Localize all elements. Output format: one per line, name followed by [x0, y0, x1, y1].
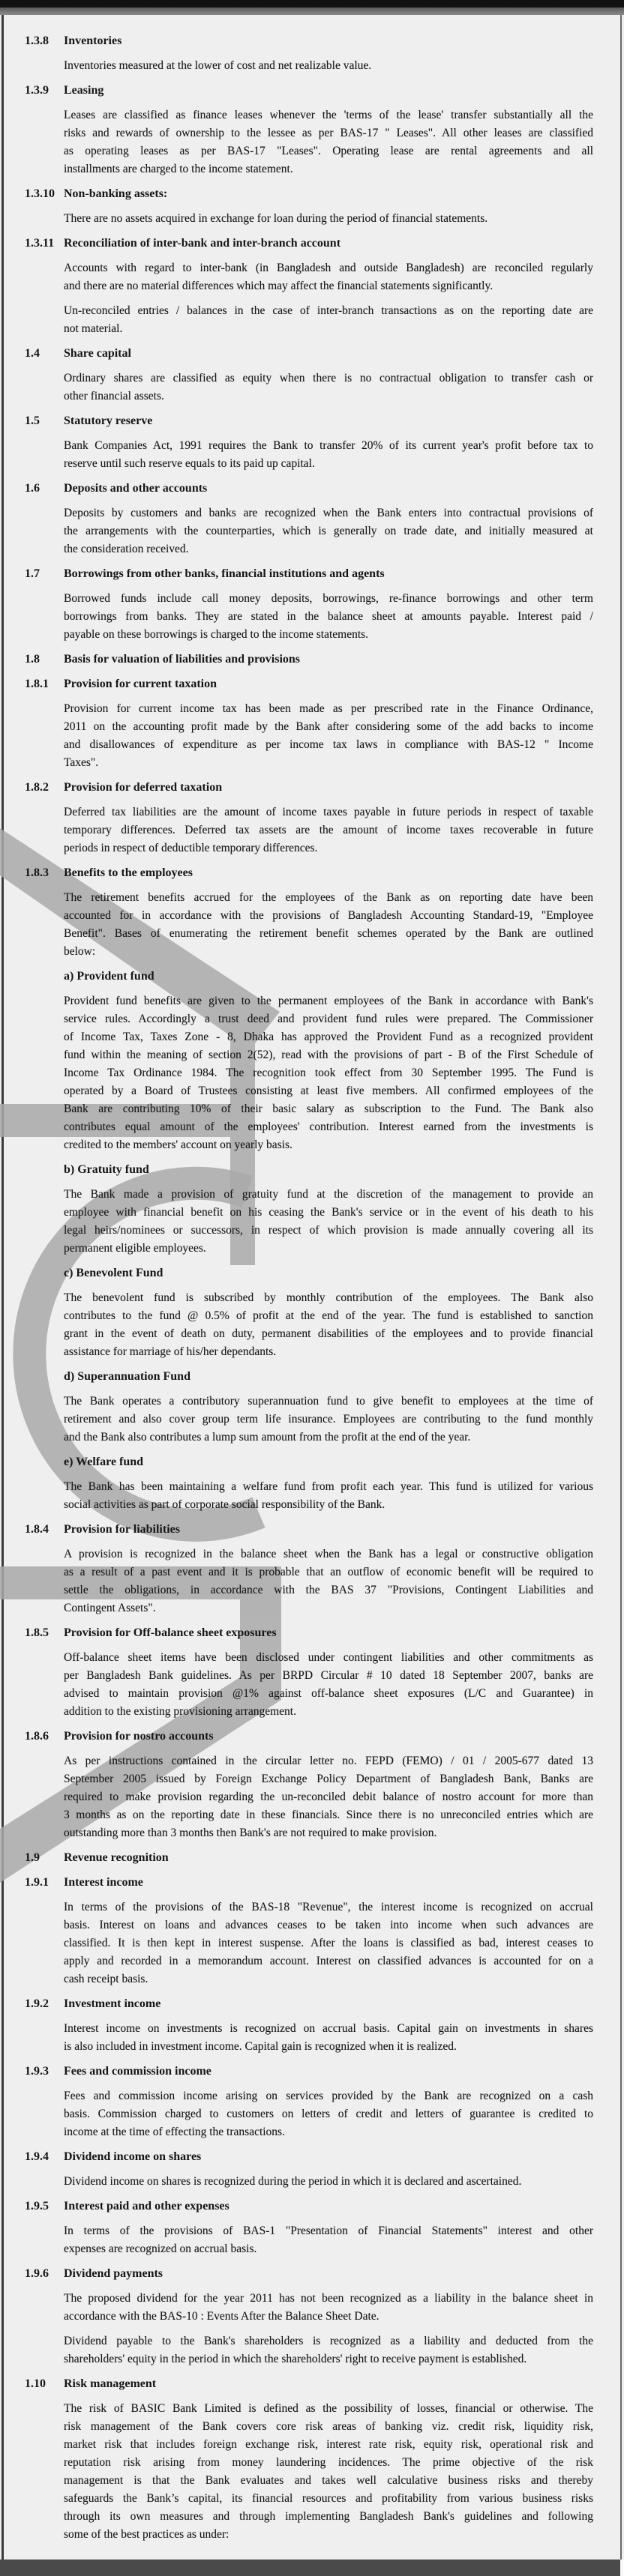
section-heading [0, 82, 624, 100]
paragraph [64, 2173, 593, 2191]
section-heading [0, 1453, 624, 1471]
section-number: 1.9.5 [25, 2200, 49, 2212]
section-number: 1.8.1 [25, 678, 49, 690]
section-heading [0, 185, 624, 203]
section-title: Borrowings from other banks, financial institutions and agents [64, 567, 385, 580]
paragraph-line: There are no assets acquired in exchange for loan during the period of financial statements. [64, 212, 488, 225]
paragraph-line: accordance with the BAS-10 : Events After the Balance Sheet Date. [64, 2310, 380, 2323]
section [0, 82, 624, 100]
paragraph-line: as a result of a past event and it is probable that an outflow of economic benefit will be required to [64, 1566, 593, 1578]
paragraph-line: the consideration received. [64, 543, 189, 555]
section [0, 1453, 624, 1471]
paragraph-line: below: [64, 945, 96, 958]
paragraph-line: 3 months as on the reporting date in these financials. Since there is no unreconciled entries which are [64, 1809, 593, 1821]
section-title: Interest paid and other expenses [64, 2200, 230, 2212]
paragraph-line: not material. [64, 322, 123, 335]
section-heading [0, 779, 624, 797]
section-heading [0, 968, 624, 986]
document-body [0, 32, 624, 2551]
paragraph-line: grant in the event of death on duty, permanent disabilities of the employees and to provide financial [64, 1327, 593, 1340]
paragraph-line: social activities as part of corporate social responsibility of the Bank. [64, 1498, 386, 1511]
section-title: Inventories [64, 34, 122, 47]
paragraph-line: reputation risk arising from money laundering incidences. The prime objective of the risk [64, 2456, 593, 2469]
paragraph-line: Bank Companies Act, 1991 requires the Bank to transfer 20% of its current year's profit before tax to [64, 439, 593, 452]
paragraph-line: As per instructions contained in the circular letter no. FEPD (FEMO) / 01 / 2005-677 dated 13 [64, 1755, 593, 1767]
section-number: 1.3.8 [25, 34, 49, 47]
section-title: Provision for nostro accounts [64, 1730, 214, 1743]
section-title: Fees and commission income [64, 2065, 212, 2078]
section-title: Provision for liabilities [64, 1523, 180, 1536]
paragraph-line: The risk of BASIC Bank Limited is defined as the possibility of losses, financial or otherwise. The [64, 2402, 593, 2415]
section-title: Share capital [64, 347, 131, 360]
section-title: e) Welfare fund [64, 1456, 144, 1468]
section-heading [0, 345, 624, 363]
section [0, 235, 624, 253]
section-heading [0, 2265, 624, 2283]
section [0, 1874, 624, 1892]
paragraph-line: some of the best practices as under: [64, 2528, 230, 2541]
paragraph-line: of Income Tax, Taxes Zone - 8, Dhaka has approved the Provident Fund as a recognized provident [64, 1031, 593, 1043]
paragraph-line: apply and recorded in a memorandum account. Interest on classified advances is accounted for on a [64, 1955, 593, 1967]
paragraph [64, 259, 593, 295]
paragraph-line: Ordinary shares are classified as equity when there is no contractual obligation to transfer cash or [64, 372, 593, 384]
paragraph [64, 1186, 593, 1258]
paragraph-line: In terms of the provisions of the BAS-18 "Revenue", the interest income is recognized on accrual [64, 1901, 593, 1913]
paragraph-line: basis. Interest on loans and advances ceases to be taken into income when such advances are [64, 1919, 593, 1931]
paragraph [64, 889, 593, 961]
section [0, 651, 624, 669]
paragraph-line: as operating leases as per BAS-17 "Leases". Operating lease are rental agreements and all [64, 145, 593, 157]
paragraph-line: risk management of the Bank covers core risk areas of banking viz. credit risk, liquidity risk, [64, 2420, 593, 2433]
paragraph-line: and the Bank also contributes a lump sum amount from the profit at the end of the year. [64, 1431, 471, 1444]
paragraph-line: retirement and also cover group term life insurance. Employees are contributing to the fund monthly [64, 1413, 593, 1426]
section-heading [0, 1368, 624, 1386]
section-heading [0, 675, 624, 693]
section-number: 1.3.9 [25, 84, 49, 97]
paragraph-line: Dividend income on shares is recognized during the period in which it is declared and ascertained. [64, 2175, 522, 2188]
section-title: Interest income [64, 1876, 143, 1889]
section [0, 1521, 624, 1539]
section-heading [0, 1161, 624, 1179]
paragraph [64, 106, 593, 178]
paragraph-line: The Bank has been maintaining a welfare fund from profit each year. This fund is utilized for various [64, 1480, 593, 1493]
section-heading [0, 2148, 624, 2166]
section-number: 1.7 [25, 567, 40, 580]
paragraph-line: Dividend payable to the Bank's shareholders is recognized as a liability and deducted from the [64, 2335, 593, 2347]
section-title: Revenue recognition [64, 1851, 169, 1864]
paragraph-line: basis. Commission charged to customers on letters of credit and letters of guarantee is credited to [64, 2108, 593, 2120]
section-heading [0, 1874, 624, 1892]
paragraph [64, 504, 593, 558]
paragraph-line: expenses are recognized on accrual basis. [64, 2242, 257, 2255]
paragraph-line: classified. It is then kept in interest suspense. After the loans is classified as bad, interest ceases to [64, 1937, 593, 1949]
paragraph-line: The benevolent fund is subscribed by monthly contribution of the employees. The Bank also [64, 1291, 593, 1304]
paragraph-line: assistance for marriage of his/her dependants. [64, 1345, 277, 1358]
section-number: 1.9 [25, 1851, 40, 1864]
paragraph-line: Benefit". Bases of enumerating the retirement benefit schemes operated by the Bank are outlined [64, 927, 593, 940]
paragraph [64, 1478, 593, 1514]
section [0, 2198, 624, 2215]
paragraph-line: The Bank made a provision of gratuity fund at the discretion of the management to provide an [64, 1188, 593, 1201]
paragraph [64, 1649, 593, 1721]
paragraph [64, 369, 593, 405]
paragraph-line: market risk that includes foreign exchange risk, interest rate risk, equity risk, operational risk and [64, 2438, 593, 2451]
section-title: Non-banking assets: [64, 187, 168, 200]
section-number: 1.3.11 [25, 237, 55, 250]
paragraph-line: Accounts with regard to inter-bank (in Bangladesh and outside Bangladesh) are reconciled regularly [64, 262, 593, 274]
section-title: Investment income [64, 1997, 161, 2010]
paragraph-line: risks and rewards of ownership to the lessee as per BAS-17 " Leases". All other leases are classified [64, 127, 593, 139]
paragraph-line: installments are charged to the income statement. [64, 163, 293, 175]
section-title: Benefits to the employees [64, 866, 193, 879]
section-heading [0, 1521, 624, 1539]
paragraph [64, 1289, 593, 1361]
paragraph-line: service rules. Accordingly a trust deed and provident fund rules were prepared. The Commissioner [64, 1013, 593, 1025]
paragraph-line: borrowings from banks. They are stated in the balance sheet at amounts payable. Interest paid / [64, 610, 593, 623]
section [0, 185, 624, 203]
paragraph-line: advised to maintain provision @1% against off-balance sheet exposures (L/C and Guarantee) in [64, 1687, 593, 1700]
section-heading [0, 480, 624, 498]
section [0, 1849, 624, 1867]
section-number: 1.8.3 [25, 866, 49, 879]
section-heading [0, 1264, 624, 1282]
bottom-frame-bar [0, 2560, 620, 2576]
paragraph [64, 1393, 593, 1447]
paragraph-line: reserve until such reserve equals to its paid up capital. [64, 457, 315, 470]
paragraph-line: Borrowed funds include call money deposits, borrowings, re-finance borrowings and other term [64, 592, 593, 605]
section-number: 1.4 [25, 347, 40, 360]
paragraph-line: employee with financial benefit on his ceasing the Bank's service or in the event of his death to his [64, 1206, 593, 1219]
paragraph [64, 1898, 593, 1988]
section [0, 32, 624, 50]
paragraph [64, 2222, 593, 2258]
section-number: 1.3.10 [25, 187, 55, 200]
section-heading [0, 565, 624, 583]
paragraph-line: Income Tax Ordinance 1984. The recognition took effect from 30 September 1995. The Fund is [64, 1067, 593, 1079]
paragraph-line: is also included in investment income. Capital gain is recognized when it is realized. [64, 2040, 457, 2053]
section-heading [0, 1728, 624, 1746]
paragraph-line: through its own measures and through implementing Bangladesh Bank's guidelines and following [64, 2510, 593, 2523]
section-title: Statutory reserve [64, 414, 153, 427]
section-title: Provision for deferred taxation [64, 781, 223, 794]
paragraph [64, 2290, 593, 2326]
section [0, 1624, 624, 1642]
paragraph-line: temporary differences. Deferred tax assets are the amount of income taxes recoverable in future [64, 824, 593, 836]
section [0, 675, 624, 693]
paragraph-line: September 2005 issued by Foreign Exchange Policy Department of Bangladesh Bank, Banks are [64, 1773, 593, 1785]
paragraph-line: The Bank operates a contributory superannuation fund to give benefit to employees at the time of [64, 1395, 593, 1408]
section-number: 1.9.6 [25, 2267, 49, 2280]
paragraph [64, 437, 593, 473]
section [0, 968, 624, 986]
section-title: Dividend income on shares [64, 2150, 202, 2163]
section-heading [0, 1995, 624, 2013]
paragraph-line: Interest income on investments is recognized on accrual basis. Capital gain on investments in shares [64, 2022, 593, 2035]
section-heading [0, 412, 624, 430]
section-title: c) Benevolent Fund [64, 1267, 164, 1279]
paragraph-line: Provision for current income tax has been made as per prescribed rate in the Finance Ordinance, [64, 702, 593, 715]
section-title: a) Provident fund [64, 970, 154, 983]
paragraph [64, 210, 593, 228]
paragraph [64, 590, 593, 644]
paragraph-line: Contingent Assets". [64, 1602, 156, 1614]
section-title: Provision for Off-balance sheet exposures [64, 1626, 277, 1639]
section [0, 565, 624, 583]
section-title: d) Superannuation Fund [64, 1370, 190, 1383]
paragraph-line: Deposits by customers and banks are recognized when the Bank enters into contractual provisions of [64, 507, 593, 519]
paragraph-line: payable on these borrowings is charged to the income statements. [64, 628, 369, 641]
paragraph [64, 1545, 593, 1617]
paragraph-line: periods in respect of deductible temporary differences. [64, 842, 318, 854]
section [0, 779, 624, 797]
paragraph [64, 2400, 593, 2544]
paragraph-line: The retirement benefits accrued for the employees of the Bank as on reporting date have been [64, 891, 593, 904]
section-title: Dividend payments [64, 2267, 164, 2280]
paragraph [64, 57, 593, 75]
paragraph-line: Bank are contributing 10% of their basic salary as subscription to the Fund. The Bank also [64, 1103, 593, 1115]
paragraph-line: management is that the Bank evaluates and takes well calculative business risks and thereby [64, 2474, 593, 2487]
section-heading [0, 864, 624, 882]
paragraph-line: cash receipt basis. [64, 1973, 148, 1985]
paragraph-line: Off-balance sheet items have been disclosed under contingent liabilities and other commitments as [64, 1651, 593, 1664]
paragraph [64, 2332, 593, 2368]
paragraph-line: shareholders' equity in the period in which the shareholders' right to receive payment is established. [64, 2353, 527, 2365]
section-heading [0, 1849, 624, 1867]
paragraph-line: Provident fund benefits are given to the permanent employees of the Bank in accordance with Bank's [64, 995, 593, 1007]
section [0, 2265, 624, 2283]
section-number: 1.6 [25, 482, 40, 495]
paragraph-line: A provision is recognized in the balance sheet when the Bank has a legal or constructive obligation [64, 1548, 593, 1560]
section-heading [0, 32, 624, 50]
section-number: 1.8.6 [25, 1730, 49, 1743]
section-title: Deposits and other accounts [64, 482, 208, 495]
paragraph [64, 1752, 593, 1842]
paragraph-line: and there are no material differences which may affect the financial statements significantly. [64, 280, 494, 292]
paragraph-line: 2011 on the accounting profit made by the Bank after considering some of the add backs to income [64, 720, 593, 733]
paragraph-line: the arrangements with the counterparties, which is generally on trade date, and initially measured at [64, 525, 593, 537]
section-heading [0, 235, 624, 253]
section [0, 1728, 624, 1746]
section [0, 1995, 624, 2013]
section-number: 1.10 [25, 2377, 46, 2390]
paragraph [64, 803, 593, 857]
paragraph [64, 700, 593, 772]
bottom-frame-edge [620, 2560, 624, 2576]
paragraph-line: operated by a Board of Trustees consisting at least five members. All confirmed employees of the [64, 1085, 593, 1097]
paragraph-line: addition to the existing provisioning arrangement. [64, 1705, 296, 1718]
paragraph-line: In terms of the provisions of BAS-1 "Presentation of Financial Statements" interest and other [64, 2224, 593, 2237]
paragraph-line: Leases are classified as finance leases whenever the 'terms of the lease' transfer substantially all the [64, 109, 593, 121]
paragraph-line: legal heirs/nominees or successors, in respect of which provision is made annually covering all its [64, 1224, 593, 1237]
paragraph-line: outstanding more than 3 months then Bank's are not required to make provision. [64, 1827, 437, 1839]
section-heading [0, 2063, 624, 2081]
paragraph [64, 992, 593, 1154]
section-heading [0, 2375, 624, 2393]
section-number: 1.9.1 [25, 1876, 49, 1889]
paragraph-line: income at the time of effecting the transactions. [64, 2126, 285, 2138]
section-number: 1.9.2 [25, 1997, 49, 2010]
paragraph-line: safeguards the Bank’s capital, its financial resources and profitability from various business risks [64, 2492, 593, 2505]
paragraph [64, 2020, 593, 2056]
section [0, 1264, 624, 1282]
section [0, 2375, 624, 2393]
section-number: 1.8 [25, 653, 40, 666]
paragraph-line: permanent eligible employees. [64, 1242, 206, 1255]
section-number: 1.9.4 [25, 2150, 49, 2163]
section-number: 1.5 [25, 414, 40, 427]
paragraph-line: accounted for in accordance with the provisions of Bangladesh Accounting Standard-19, "Employee [64, 909, 593, 922]
paragraph [64, 302, 593, 338]
section-number: 1.8.2 [25, 781, 49, 794]
paragraph-line: and disallowances of expenditure as per income tax laws in compliance with BAS-12 " Income [64, 738, 593, 751]
section [0, 1161, 624, 1179]
section [0, 412, 624, 430]
section [0, 2063, 624, 2081]
paragraph-line: Deferred tax liabilities are the amount of income taxes payable in future periods in respect of taxable [64, 806, 593, 818]
section-number: 1.8.5 [25, 1626, 49, 1639]
paragraph-line: contributes equal amount of the employees' contribution. Interest earned from the investments is [64, 1120, 593, 1133]
section-heading [0, 651, 624, 669]
section [0, 480, 624, 498]
paragraph-line: Taxes". [64, 756, 99, 769]
section [0, 1368, 624, 1386]
section [0, 345, 624, 363]
section-title: Basis for valuation of liabilities and provisions [64, 653, 301, 666]
section-number: 1.9.3 [25, 2065, 49, 2078]
paragraph-line: contributes to the fund @ 0.5% of profit at the end of the year. The fund is established to sanction [64, 1309, 593, 1322]
paragraph-line: Fees and commission income arising on services provided by the Bank are recognized on a cash [64, 2090, 593, 2102]
section-title: Leasing [64, 84, 104, 97]
section-title: b) Gratuity fund [64, 1163, 149, 1176]
section-title: Reconciliation of inter-bank and inter-branch account [64, 237, 341, 250]
paragraph-line: settle the obligations, in accordance with the BAS 37 "Provisions, Contingent Liabilities and [64, 1584, 593, 1596]
section [0, 2148, 624, 2166]
section-title: Risk management [64, 2377, 157, 2390]
paragraph-line: fund within the meaning of section 2(52), read with the provisions of part - B of the First Schedule of [64, 1049, 593, 1061]
section-heading [0, 1624, 624, 1642]
section [0, 864, 624, 882]
paragraph-line: credited to the members' account on yearly basis. [64, 1138, 292, 1151]
paragraph-line: The proposed dividend for the year 2011 has not been recognized as a liability in the balance sheet in [64, 2292, 593, 2305]
paragraph-line: Inventories measured at the lower of cost and net realizable value. [64, 59, 372, 72]
section-title: Provision for current taxation [64, 678, 217, 690]
paragraph-line: per Bangladesh Bank guidelines. As per BRPD Circular # 10 dated 18 September 2007, banks are [64, 1669, 593, 1682]
paragraph [64, 2087, 593, 2141]
paragraph-line: required to make provision regarding the un-reconciled debit balance of nostro account for more than [64, 1791, 593, 1803]
section-number: 1.8.4 [25, 1523, 49, 1536]
paragraph-line: other financial assets. [64, 390, 164, 402]
paragraph-line: Un-reconciled entries / balances in the case of inter-branch transactions as on the reporting date are [64, 304, 593, 317]
section-heading [0, 2198, 624, 2215]
